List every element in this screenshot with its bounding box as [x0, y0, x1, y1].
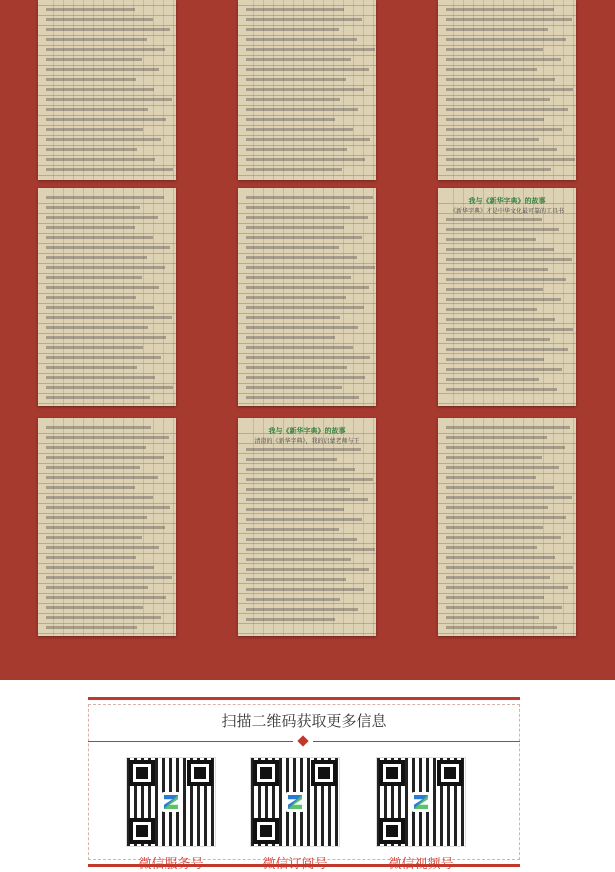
handwriting-line [46, 546, 159, 549]
manuscript-page [238, 418, 376, 636]
handwriting-line [46, 486, 135, 489]
handwriting-line [246, 216, 368, 219]
handwriting-line [46, 566, 154, 569]
handwriting-line [246, 28, 339, 31]
handwriting-line [446, 148, 557, 151]
handwriting-line [246, 286, 369, 289]
handwriting-line [446, 616, 539, 619]
handwriting-line [246, 8, 344, 11]
handwriting-line [446, 566, 573, 569]
handwriting-line [446, 506, 548, 509]
handwriting-line [446, 288, 543, 291]
handwriting-line [246, 48, 375, 51]
handwriting-line [246, 356, 370, 359]
qr-item-subscription-account [240, 757, 350, 872]
handwriting-line [46, 98, 172, 101]
handwriting-line [446, 18, 572, 21]
handwriting-line [46, 276, 142, 279]
panel-top-bar [88, 697, 520, 700]
handwriting-line [446, 348, 568, 351]
handwriting-line [46, 8, 135, 11]
handwriting-line [246, 376, 365, 379]
handwriting-line [246, 588, 364, 591]
handwriting-line [246, 128, 353, 131]
page-subtitle: 清澄的《新华字典》，我的启蒙老师与王 [254, 438, 360, 445]
handwriting-line [46, 148, 137, 151]
handwriting-line [46, 236, 153, 239]
handwriting-line [46, 48, 165, 51]
handwriting-line [446, 218, 542, 221]
handwriting-line [46, 266, 165, 269]
handwriting-line [246, 508, 344, 511]
handwriting-line [446, 318, 555, 321]
handwriting-line [446, 278, 566, 281]
handwriting-line [246, 68, 369, 71]
handwriting-line [446, 426, 570, 429]
manuscript-page [238, 188, 376, 406]
handwriting-line [246, 448, 361, 451]
handwriting-line [246, 468, 355, 471]
handwriting-line [246, 488, 350, 491]
page-title: 我与《新华字典》的故事 [468, 197, 546, 205]
handwriting-line [46, 536, 142, 539]
handwriting-line [46, 246, 170, 249]
handwriting-line [46, 28, 170, 31]
qr-code-panel [88, 697, 520, 867]
handwriting-line [246, 498, 368, 501]
handwriting-line [46, 466, 140, 469]
handwriting-line [46, 456, 164, 459]
handwriting-line [46, 436, 169, 439]
handwriting-line [446, 98, 550, 101]
handwriting-line [446, 496, 572, 499]
handwriting-line [46, 286, 159, 289]
handwriting-line [446, 238, 536, 241]
handwriting-line [46, 18, 153, 21]
page-subtitle: 《新华字典》才是中华文化最可靠的工具书 [449, 208, 564, 215]
handwriting-line [246, 276, 351, 279]
handwriting-line [246, 598, 340, 601]
handwriting-line [246, 478, 373, 481]
page-title: 我与《新华字典》的故事 [268, 427, 346, 435]
handwriting-line [46, 496, 153, 499]
handwriting-line [246, 386, 342, 389]
handwriting-line [446, 228, 559, 231]
handwriting-line [46, 118, 166, 121]
divider-line-left [88, 741, 293, 742]
handwriting-line [446, 118, 544, 121]
handwriting-line [46, 606, 143, 609]
handwriting-line [246, 306, 364, 309]
manuscript-page [38, 418, 176, 636]
qr-label [366, 853, 476, 872]
handwriting-line [246, 568, 369, 571]
handwriting-line [246, 108, 358, 111]
handwriting-line [246, 88, 364, 91]
handwriting-line [446, 108, 568, 111]
handwriting-line [46, 306, 154, 309]
handwriting-line [246, 158, 365, 161]
handwriting-line [46, 196, 164, 199]
qr-item-service-account [116, 757, 226, 872]
handwriting-line [446, 298, 561, 301]
handwriting-line [246, 18, 362, 21]
handwriting-line [46, 316, 172, 319]
handwriting-line [246, 78, 346, 81]
handwriting-line [46, 256, 147, 259]
manuscript-page [438, 188, 576, 406]
handwriting-line [46, 68, 159, 71]
handwriting-line [446, 88, 573, 91]
handwriting-line [446, 358, 544, 361]
handwriting-line [46, 386, 173, 389]
handwriting-line [446, 586, 568, 589]
manuscript-page [438, 418, 576, 636]
handwriting-line [246, 578, 346, 581]
handwriting-line [446, 68, 537, 71]
handwriting-line [446, 258, 572, 261]
handwriting-line [246, 458, 337, 461]
handwriting-line [246, 396, 359, 399]
handwriting-line [446, 308, 537, 311]
handwriting-line [446, 138, 539, 141]
handwriting-line [246, 168, 342, 171]
handwriting-line [246, 316, 340, 319]
handwriting-line [46, 168, 173, 171]
handwriting-line [246, 608, 358, 611]
handwriting-line [446, 8, 554, 11]
handwriting-line [246, 98, 340, 101]
handwriting-line [446, 328, 573, 331]
handwriting-line [46, 616, 161, 619]
handwriting-line [46, 426, 151, 429]
handwriting-line [46, 108, 148, 111]
handwriting-line [246, 538, 357, 541]
handwriting-line [46, 226, 135, 229]
handwriting-line [446, 388, 557, 391]
handwriting-line [46, 516, 147, 519]
handwriting-line [246, 518, 362, 521]
manuscript-page [238, 0, 376, 180]
handwriting-line [246, 196, 373, 199]
handwriting-line [446, 516, 566, 519]
handwriting-line [246, 296, 346, 299]
handwriting-line [246, 148, 347, 151]
handwriting-line [446, 486, 554, 489]
handwriting-line [46, 128, 143, 131]
handwriting-line [246, 336, 335, 339]
handwriting-line [46, 626, 137, 629]
handwriting-line [446, 526, 543, 529]
handwriting-line [46, 58, 142, 61]
handwriting-line [246, 256, 357, 259]
handwriting-line [46, 506, 170, 509]
handwriting-line [246, 226, 344, 229]
divider-line-right [313, 741, 520, 742]
handwriting-line [446, 38, 566, 41]
handwriting-line [446, 128, 562, 131]
qr-item-video-account [366, 757, 476, 872]
handwriting-line [46, 206, 140, 209]
handwriting-line [46, 356, 161, 359]
handwriting-line [46, 586, 148, 589]
handwriting-line [446, 626, 557, 629]
brand-logo-icon [411, 792, 431, 812]
brand-logo-icon [161, 792, 181, 812]
handwriting-line [46, 556, 136, 559]
handwriting-line [246, 618, 335, 621]
qr-label [116, 853, 226, 872]
qr-heading: 扫描二维码获取更多信息 [221, 712, 387, 730]
handwriting-line [446, 368, 562, 371]
handwriting-line [246, 138, 370, 141]
handwriting-line [446, 606, 562, 609]
handwriting-line [446, 28, 548, 31]
qr-code-icon[interactable] [126, 757, 216, 847]
handwriting-line [446, 556, 555, 559]
handwriting-line [246, 206, 350, 209]
handwriting-line [446, 476, 536, 479]
handwriting-line [446, 58, 561, 61]
manuscript-page [38, 188, 176, 406]
handwriting-line [46, 476, 158, 479]
handwriting-line [246, 236, 362, 239]
handwriting-line [246, 366, 347, 369]
handwriting-line [46, 38, 147, 41]
handwriting-line [46, 376, 155, 379]
handwriting-line [46, 138, 161, 141]
handwriting-line [46, 88, 154, 91]
handwriting-line [446, 456, 542, 459]
handwriting-line [46, 326, 148, 329]
handwriting-line [246, 246, 339, 249]
handwriting-line [446, 378, 539, 381]
panel-bottom-bar [88, 864, 520, 867]
handwriting-line [246, 326, 358, 329]
manuscript-page [438, 0, 576, 180]
handwriting-line [46, 216, 158, 219]
handwriting-line [46, 366, 137, 369]
handwriting-line [446, 466, 559, 469]
handwriting-line [46, 396, 150, 399]
handwriting-line [446, 436, 547, 439]
qr-code-icon[interactable] [250, 757, 340, 847]
handwriting-line [46, 446, 146, 449]
handwriting-line [246, 266, 375, 269]
handwriting-line [446, 596, 544, 599]
handwriting-line [246, 528, 339, 531]
handwriting-line [446, 338, 550, 341]
handwriting-line [446, 536, 561, 539]
handwriting-line [46, 336, 166, 339]
handwriting-line [446, 446, 565, 449]
handwriting-line [246, 58, 351, 61]
handwriting-line [246, 118, 335, 121]
handwriting-line [246, 346, 353, 349]
handwriting-line [446, 248, 554, 251]
handwriting-line [446, 576, 550, 579]
qr-label [240, 853, 350, 872]
handwriting-line [46, 296, 136, 299]
handwriting-line [246, 548, 375, 551]
handwriting-line [446, 158, 575, 161]
handwriting-line [46, 576, 172, 579]
handwriting-line [446, 48, 543, 51]
handwriting-line [46, 526, 165, 529]
handwriting-line [46, 78, 136, 81]
handwriting-line [46, 346, 143, 349]
handwriting-line [446, 268, 548, 271]
handwriting-line [246, 38, 357, 41]
handwriting-line [46, 158, 155, 161]
handwriting-line [446, 168, 551, 171]
handwriting-line [246, 558, 351, 561]
handwriting-line [46, 596, 166, 599]
handwriting-line [446, 78, 555, 81]
handwriting-line [446, 546, 537, 549]
manuscript-page [38, 0, 176, 180]
qr-code-icon[interactable] [376, 757, 466, 847]
brand-logo-icon [285, 792, 305, 812]
